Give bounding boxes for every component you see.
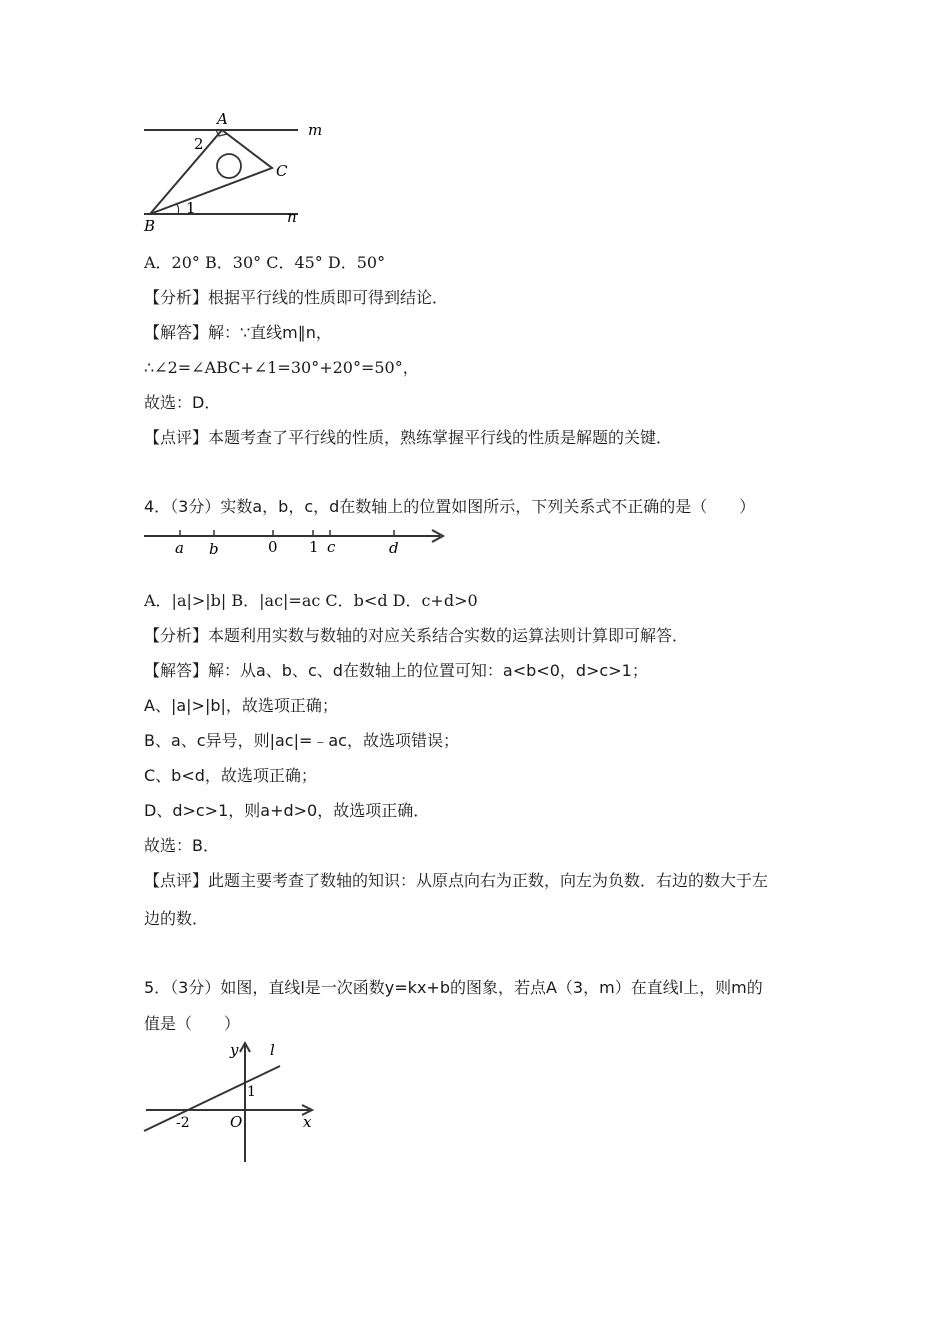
parallel-lines-figure [140,108,340,238]
q4-options: A．|a|>|b| B．|ac|=ac C．b<d D．c+d>0 [144,591,478,610]
q4-choice: 故选：B． [144,836,219,855]
q4-solution: 【解答】解：从a、b、c、d在数轴上的位置可知：a<b<0，d>c>1； [144,661,648,680]
label-neg2: -2 [176,1115,190,1131]
q4-line-a: A、|a|>|b|，故选项正确； [144,696,338,715]
q3-choice: 故选：D． [144,393,221,412]
label-1: 1 [247,1084,256,1100]
label-n: n [287,208,297,226]
q3-options: A．20° B．30° C．45° D．50° [144,253,386,272]
label-angle-2: 2 [194,135,204,153]
q4-line-c: C、b<d，故选项正确； [144,766,317,785]
axis-label-1: 1 [309,538,319,556]
q3-analysis: 【分析】根据平行线的性质即可得到结论． [144,288,449,307]
q4-comment-1: 【点评】此题主要考查了数轴的知识：从原点向右为正数，向左为负数．右边的数大于左 [144,871,769,890]
label-l: l [270,1041,275,1059]
q3-solution: 【解答】解：∵直线m∥n， [144,323,332,342]
number-line-figure [140,524,460,560]
label-A: A [217,110,228,128]
q3-comment: 【点评】本题考查了平行线的性质，熟练掌握平行线的性质是解题的关键． [144,428,673,447]
line-l [144,1066,280,1131]
axis-label-a: a [175,539,184,557]
label-m: m [308,121,323,139]
q5-stem-1: 5．（3分）如图，直线l是一次函数y=kx+b的图象，若点A（3，m）在直线l上，则m的 [144,978,763,997]
q4-stem: 4．（3分）实数a，b，c，d在数轴上的位置如图所示，下列关系式不正确的是（ ） [144,497,756,516]
axis-label-0: 0 [268,538,278,556]
triangle-hole [217,154,241,178]
label-B: B [144,217,156,235]
q5-stem-2: 值是（ ） [144,1014,241,1033]
q3-step: ∴∠2=∠ABC+∠1=30°+20°=50°， [144,358,419,377]
axis-label-c: c [327,538,336,556]
label-x: x [303,1113,312,1131]
label-O: O [230,1113,243,1131]
q4-comment-2: 边的数． [144,909,209,928]
coordinate-plane-figure [140,1040,330,1168]
axis-label-d: d [389,539,399,557]
axis-label-b: b [209,540,219,558]
q4-analysis: 【分析】本题利用实数与数轴的对应关系结合实数的运算法则计算即可解答． [144,626,689,645]
q4-line-d: D、d>c>1，则a+d>0，故选项正确． [144,801,430,820]
triangle-abc [150,130,272,214]
label-y: y [230,1041,239,1059]
label-C: C [276,162,288,180]
label-angle-1: 1 [186,199,196,217]
q4-line-b: B、a、c异号，则|ac|=﹣ac，故选项错误； [144,731,459,750]
